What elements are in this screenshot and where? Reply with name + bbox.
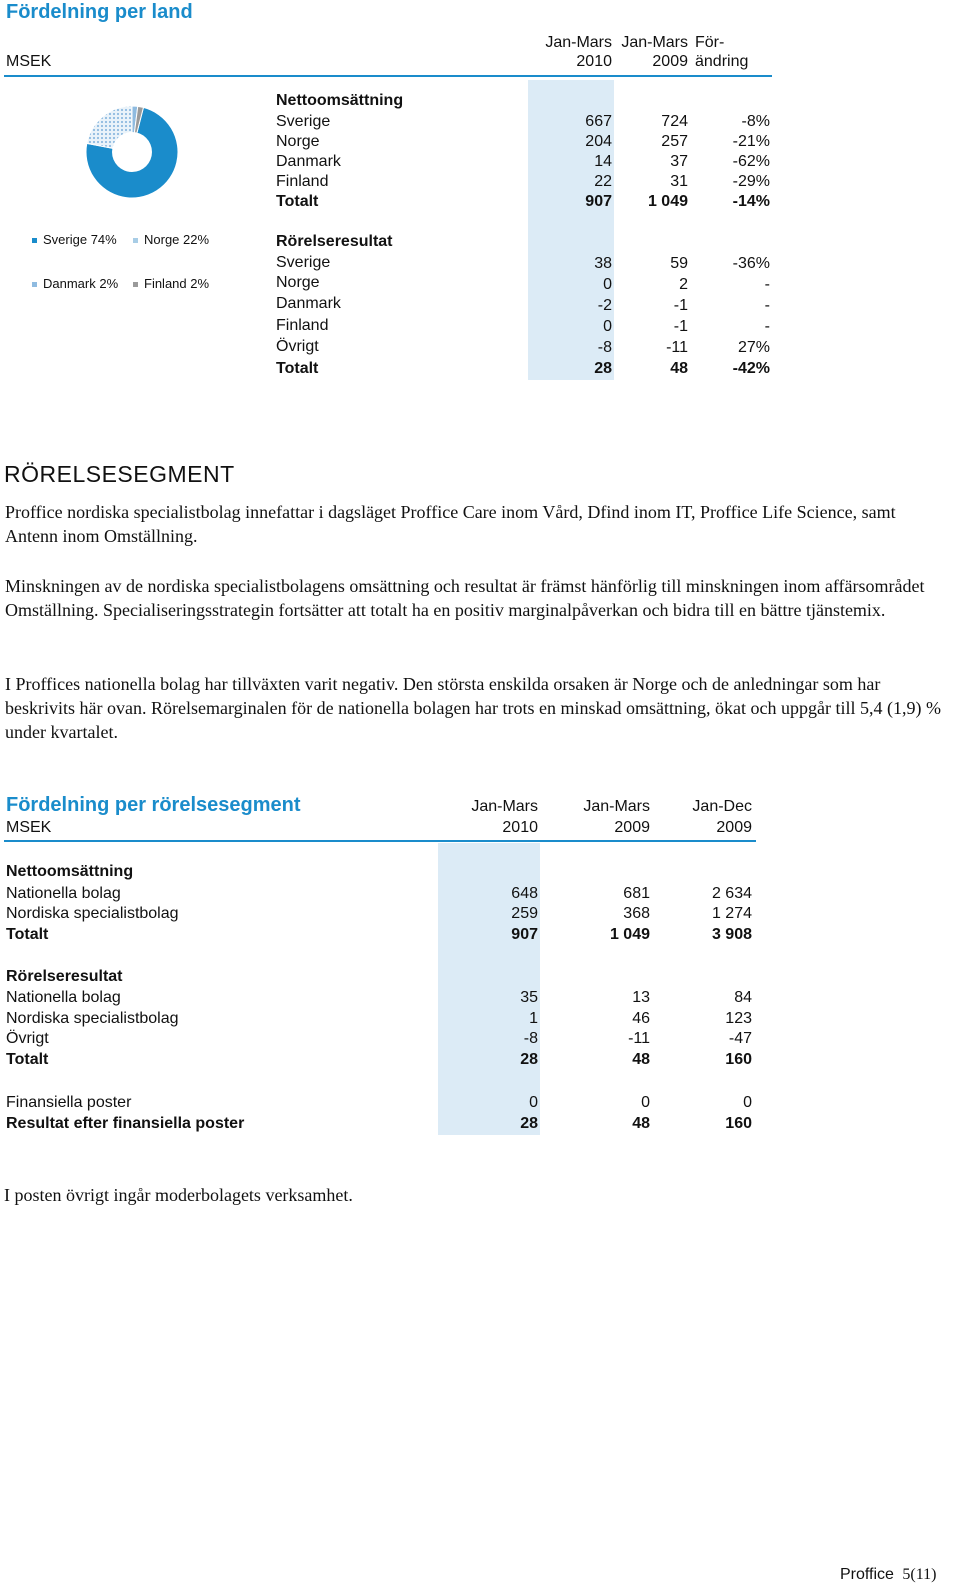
- country-row-label: Finland: [276, 173, 329, 190]
- country-col3-header-line1: För-: [695, 34, 725, 51]
- segment-row-2010: 907: [511, 926, 538, 943]
- country-row-label: Övrigt: [276, 338, 319, 355]
- country-row-2009: 31: [670, 173, 688, 190]
- segment-row-2010: 259: [511, 905, 538, 922]
- segment-row-fy2009: 84: [734, 989, 752, 1006]
- segment-row-2009: 48: [632, 1115, 650, 1132]
- segment-col2-header-line1: Jan-Mars: [583, 798, 650, 815]
- segment-paragraph-1: Proffice nordiska specialistbolag innefattar i dagsläget Proffice Care inom Vård, Dfind inom IT, Proffice Life Science, samt Antenn inom Omställning.: [5, 502, 896, 546]
- segment-row-label: Finansiella poster: [6, 1094, 132, 1111]
- segment-row-label: Nordiska specialistbolag: [6, 1010, 179, 1027]
- segment-row-2010: -8: [523, 1030, 538, 1047]
- segment-row-2010: 648: [511, 885, 538, 902]
- country-row-2010: -2: [597, 297, 612, 314]
- country-row-2010: 667: [585, 113, 612, 130]
- legend-sverige: [32, 230, 117, 250]
- footnote: I posten övrigt ingår moderbolagets verksamhet.: [4, 1185, 353, 1205]
- segment-row-2010: 28: [520, 1051, 538, 1068]
- segment-row-2009: -11: [628, 1030, 650, 1047]
- country-col2-header-line2: 2009: [652, 53, 688, 70]
- country-row-label: Danmark: [276, 295, 341, 312]
- segment-section-heading: RÖRELSESEGMENT: [4, 461, 235, 487]
- segment-row-fy2009: 3 908: [711, 926, 752, 943]
- page-footer: [840, 1565, 936, 1585]
- segment-row-2009: 13: [632, 989, 650, 1006]
- segment-row-label: Totalt: [6, 1051, 49, 1068]
- country-row-change: -8%: [741, 113, 770, 130]
- segment-row-fy2009: 160: [725, 1115, 752, 1132]
- country-row-change: 27%: [737, 339, 770, 356]
- country-row-2010: 22: [594, 173, 612, 190]
- segment-col1-header-line1: Jan-Mars: [471, 798, 538, 815]
- country-row-label: Sverige: [276, 254, 331, 271]
- segment-row-label: Nordiska specialistbolag: [6, 905, 179, 922]
- country-row-2009: 59: [670, 255, 688, 272]
- legend-sverige-swatch: [32, 238, 37, 243]
- country-row-change: -: [764, 276, 770, 293]
- segment-row-2009: 48: [632, 1051, 650, 1068]
- country-row-2009: 37: [670, 153, 688, 170]
- country-row-2009: -11: [666, 339, 688, 356]
- segment-table-title: Fördelning per rörelsesegment: [6, 794, 301, 816]
- legend-norge-label: Norge 22%: [144, 232, 210, 247]
- country-unit-label: MSEK: [6, 53, 52, 70]
- country-section-heading-ebit: Rörelseresultat: [276, 233, 393, 250]
- country-table-title: Fördelning per land: [6, 1, 193, 23]
- country-row-2009: -1: [673, 297, 688, 314]
- country-row-2009: 724: [661, 113, 688, 130]
- segment-row-fy2009: 160: [725, 1051, 752, 1068]
- pie-hole: [112, 132, 152, 172]
- segment-row-fy2009: -47: [728, 1030, 752, 1047]
- segment-col2-header-line2: 2009: [614, 819, 650, 836]
- country-row-2009: 257: [661, 133, 688, 150]
- country-row-change: -36%: [732, 255, 770, 272]
- segment-row-fy2009: 1 274: [711, 905, 752, 922]
- country-row-change: -14%: [732, 193, 770, 210]
- country-header-rule: [4, 75, 772, 77]
- country-row-change: -21%: [732, 133, 770, 150]
- country-section-heading-sales: Nettoomsättning: [276, 92, 404, 109]
- legend-finland-swatch: [133, 282, 138, 287]
- segment-row-2010: 35: [520, 989, 538, 1006]
- country-row-2010: 14: [594, 153, 612, 170]
- segment-row-label: Resultat efter finansiella poster: [6, 1115, 245, 1132]
- country-row-2009: 2: [679, 276, 688, 293]
- country-row-2010: 0: [603, 318, 612, 335]
- segment-row-fy2009: 0: [743, 1094, 752, 1111]
- country-row-2010: 907: [585, 193, 612, 210]
- country-row-change: -: [764, 297, 770, 314]
- legend-norge: [133, 230, 209, 250]
- country-row-2009: 1 049: [647, 193, 688, 210]
- legend-sverige-label: Sverige 74%: [43, 232, 117, 247]
- legend-finland: [133, 274, 209, 294]
- segment-row-2009: 1 049: [609, 926, 650, 943]
- country-row-2010: -8: [597, 339, 612, 356]
- country-row-2010: 0: [603, 276, 612, 293]
- country-row-change: -: [764, 318, 770, 335]
- country-row-2010: 28: [594, 360, 612, 377]
- legend-danmark-swatch: [32, 282, 37, 287]
- segment-row-2009: 681: [623, 885, 650, 902]
- segment-row-2009: 46: [632, 1010, 650, 1027]
- country-row-label: Sverige: [276, 113, 331, 130]
- country-row-label: Danmark: [276, 153, 341, 170]
- segment-paragraph-3: I Proffices nationella bolag har tillväxten varit negativ. Den största enskilda orsaken är Norge och de anledningar som har beskrivits här ovan. Rörelsemarginalen för de nationella bolagen har trots en minskad omsättning, ökat och uppgår till 5,4 (1,9) % under kvartalet.: [5, 674, 941, 742]
- country-row-2009: -1: [673, 318, 688, 335]
- segment-row-2010: 1: [529, 1010, 538, 1027]
- segment-header-rule: [4, 840, 756, 842]
- country-row-label: Finland: [276, 317, 329, 334]
- country-col2-header-line1: Jan-Mars: [621, 34, 688, 51]
- segment-unit-label: MSEK: [6, 819, 52, 836]
- segment-col3-header-line2: 2009: [716, 819, 752, 836]
- segment-row-2010: 28: [520, 1115, 538, 1132]
- segment-row-label: Övrigt: [6, 1030, 49, 1047]
- segment-col3-header-line1: Jan-Dec: [692, 798, 752, 815]
- country-col3-header-line2: ändring: [695, 53, 749, 70]
- segment-row-label: Nationella bolag: [6, 885, 121, 902]
- country-row-change: -29%: [732, 173, 770, 190]
- segment-row-fy2009: 2 634: [711, 885, 752, 902]
- country-row-2010: 204: [585, 133, 612, 150]
- segment-row-2009: 0: [641, 1094, 650, 1111]
- country-row-label: Norge: [276, 133, 320, 150]
- country-col1-header-line1: Jan-Mars: [545, 34, 612, 51]
- segment-heading-sales: Nettoomsättning: [6, 863, 134, 880]
- segment-heading-ebit: Rörelseresultat: [6, 968, 123, 985]
- legend-finland-label: Finland 2%: [144, 276, 210, 291]
- footer-brand: Proffice: [840, 1566, 894, 1583]
- country-row-label: Norge: [276, 274, 320, 291]
- country-row-change: -42%: [732, 360, 770, 377]
- segment-paragraph-2: Minskningen av de nordiska specialistbolagens omsättning och resultat är främst hänförlig till minskningen inom affärsområdet Omställning. Specialiseringsstrategin fortsätter att totalt ha en positiv marginalpåverkan och bidra till en bättre tjänstemix.: [5, 576, 925, 620]
- country-row-2010: 38: [594, 255, 612, 272]
- segment-row-label: Nationella bolag: [6, 989, 121, 1006]
- segment-row-2010: 0: [529, 1094, 538, 1111]
- legend-danmark-label: Danmark 2%: [43, 276, 119, 291]
- legend-danmark: [32, 274, 118, 294]
- footer-page-number: 5(11): [902, 1566, 937, 1583]
- country-row-label: Totalt: [276, 360, 319, 377]
- country-row-change: -62%: [732, 153, 770, 170]
- country-col1-header-line2: 2010: [576, 53, 612, 70]
- country-pie-chart: [84, 104, 180, 200]
- segment-row-fy2009: 123: [725, 1010, 752, 1027]
- segment-col1-header-line2: 2010: [502, 819, 538, 836]
- legend-norge-swatch: [133, 238, 138, 243]
- country-row-label: Totalt: [276, 193, 319, 210]
- segment-row-label: Totalt: [6, 926, 49, 943]
- country-row-2009: 48: [670, 360, 688, 377]
- segment-row-2009: 368: [623, 905, 650, 922]
